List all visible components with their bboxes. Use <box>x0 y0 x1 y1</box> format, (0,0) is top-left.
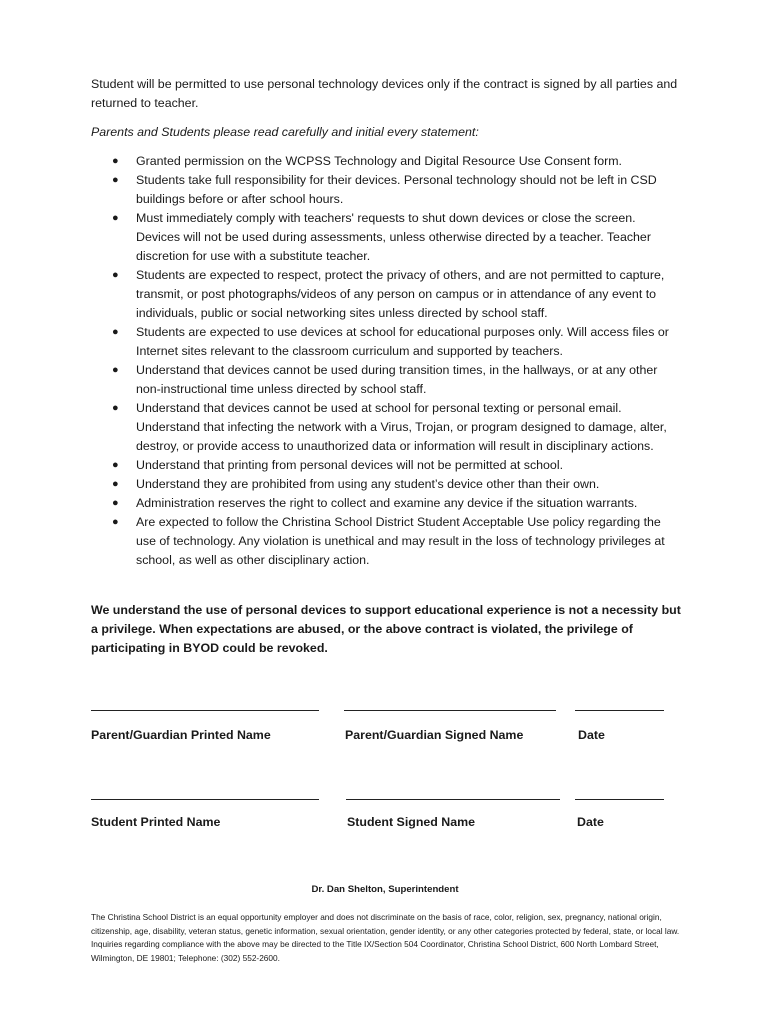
rule-text: Understand that devices cannot be used at school for personal texting or personal email. Understand that infecting the network with a Virus, Trojan, or program designed to damage, alter, destroy, or provide access to unauthorized data or information will result in disciplinary actions. <box>136 401 667 453</box>
rule-item <box>112 399 682 456</box>
bullet-icon: ● <box>112 478 119 490</box>
rule-item <box>112 361 682 399</box>
rule-item <box>112 171 682 209</box>
student-printed-name-label: Student Printed Name <box>91 815 221 829</box>
parent-signed-name-label: Parent/Guardian Signed Name <box>345 728 524 742</box>
bullet-icon: ● <box>112 174 119 186</box>
rule-text: Administration reserves the right to collect and examine any device if the situation warrants. <box>136 496 638 510</box>
rule-text: Understand they are prohibited from using any student’s device other than their own. <box>136 477 600 491</box>
parent-printed-name-label: Parent/Guardian Printed Name <box>91 728 271 742</box>
rule-text: Students are expected to respect, protect the privacy of others, and are not permitted to capture, transmit, or post photographs/videos of any person on campus or in attendance of any event to individuals, public or social networking sites unless directed by school staff. <box>136 268 665 320</box>
rule-text: Granted permission on the WCPSS Technology and Digital Resource Use Consent form. <box>136 154 622 168</box>
bullet-icon: ● <box>112 402 119 414</box>
parent-printed-name-line[interactable] <box>91 710 319 711</box>
intro-paragraph: Student will be permitted to use personal technology devices only if the contract is signed by all parties and returned to teacher. <box>91 77 678 110</box>
rule-item <box>112 456 682 475</box>
bullet-icon: ● <box>112 212 119 224</box>
student-date-line[interactable] <box>575 799 664 800</box>
parent-date-line[interactable] <box>575 710 664 711</box>
rules-list <box>112 152 682 570</box>
rule-item <box>112 513 682 570</box>
bullet-icon: ● <box>112 459 119 471</box>
equal-opportunity-disclaimer: The Christina School District is an equal opportunity employer and does not discriminate on the basis of race, color, religion, sex, pregnancy, national origin, citizenship, age, disability, veteran status, genetic information, sexual orientation, gender identity, or any other categories protected by federal, state, or local law. Inquiries regarding compliance with the above may be directed to the Title IX/Section 504 Coordinator, Christina School District, 600 North Lombard Street, Wilmington, DE 19801; Telephone: (302) 552-2600. <box>91 912 680 963</box>
student-signed-name-line[interactable] <box>346 799 560 800</box>
rule-item <box>112 266 682 323</box>
rule-text: Must immediately comply with teachers' requests to shut down devices or close the screen. Devices will not be used during assessments, unless otherwise directed by a teacher. Teacher discretion for use with a substitute teacher. <box>136 211 651 263</box>
rule-item <box>112 494 682 513</box>
student-date-label: Date <box>577 815 604 829</box>
bullet-icon: ● <box>112 516 119 528</box>
rule-text: Are expected to follow the Christina School District Student Acceptable Use policy regarding the use of technology. Any violation is unethical and may result in the loss of technology privileges at school, as well as other disciplinary action. <box>136 515 665 567</box>
rule-item <box>112 152 682 171</box>
rule-text: Students are expected to use devices at school for educational purposes only. Will access files or Internet sites relevant to the classroom curriculum and supported by teachers. <box>136 325 669 358</box>
parent-date-label: Date <box>578 728 605 742</box>
rule-item <box>112 209 682 266</box>
bullet-icon: ● <box>112 364 119 376</box>
rule-item <box>112 475 682 494</box>
rule-item <box>112 323 682 361</box>
student-signed-name-label: Student Signed Name <box>347 815 476 829</box>
parent-signed-name-line[interactable] <box>344 710 556 711</box>
bullet-icon: ● <box>112 326 119 338</box>
rule-text: Students take full responsibility for their devices. Personal technology should not be left in CSD buildings before or after school hours. <box>136 173 657 206</box>
student-printed-name-line[interactable] <box>91 799 319 800</box>
instruction-line: Parents and Students please read carefully and initial every statement: <box>91 125 479 139</box>
rule-text: Understand that devices cannot be used during transition times, in the hallways, or at any other non-instructional time unless directed by school staff. <box>136 363 658 396</box>
bullet-icon: ● <box>112 269 119 281</box>
superintendent-name: Dr. Dan Shelton, Superintendent <box>311 884 459 895</box>
conclusion-paragraph: We understand the use of personal devices to support educational experience is not a necessity but a privilege. When expectations are abused, or the above contract is violated, the privilege of participating in BYOD could be revoked. <box>91 603 681 655</box>
bullet-icon: ● <box>112 155 119 167</box>
bullet-icon: ● <box>112 497 119 509</box>
rule-text: Understand that printing from personal devices will not be permitted at school. <box>136 458 564 472</box>
